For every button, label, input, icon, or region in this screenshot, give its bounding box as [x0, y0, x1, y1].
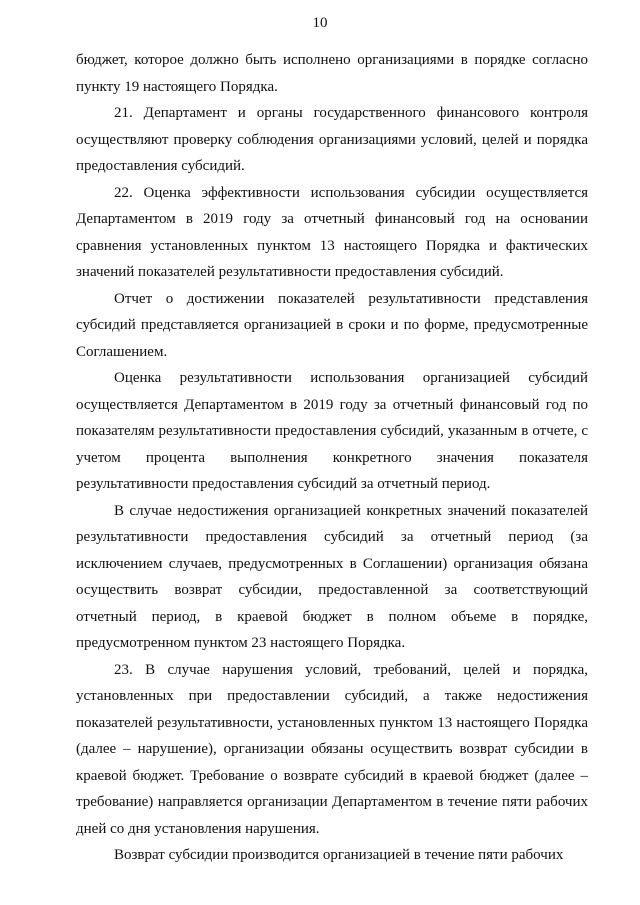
paragraph-clause-23: 23. В случае нарушения условий, требований, целей и порядка, установленных при предоставлении субсидий, а также недостижения показателей результативности, установленных пунктом 13 настоящего Порядка (далее – нарушение), организации обязаны осуществить возврат субсидии в краевой бюджет. Требование о возврате субсидий в краевой бюджет (далее – требование) направляется организации Департаментом в течение пяти рабочих дней со дня установления нарушения.: [76, 661, 588, 837]
paragraph-continuation: бюджет, которое должно быть исполнено организациями в порядке согласно пункту 19 настоящего Порядка.: [76, 52, 588, 95]
page-number: 10: [312, 15, 328, 31]
paragraph-refund: Возврат субсидии производится организацией в течение пяти рабочих: [114, 847, 564, 863]
paragraph-report: Отчет о достижении показателей результативности представления субсидий представляется организацией в сроки и по форме, предусмотренные Соглашением.: [76, 290, 588, 360]
paragraph-clause-22: 22. Оценка эффективности использования субсидии осуществляется Департаментом в 2019 году за отчетный финансовый год на основании сравнения установленных пунктом 13 настоящего Порядка и фактических значений показателей результативности предоставления субсидий.: [76, 184, 588, 280]
paragraph-evaluation: Оценка результативности использования организацией субсидий осуществляется Департаментом в 2019 году за отчетный финансовый год по показателям результативности предоставления субсидий, указанным в отчете, с учетом процента выполнения конкретного значения показателя результативности предоставления субсидий за отчетный период.: [76, 370, 588, 492]
paragraph-clause-21: 21. Департамент и органы государственного финансового контроля осуществляют проверку соблюдения организациями условий, целей и порядка предоставления субсидий.: [76, 105, 588, 174]
document-body: [76, 47, 588, 869]
paragraph-non-achievement: В случае недостижения организацией конкретных значений показателей результативности предоставления субсидий за отчетный период (за исключением случаев, предусмотренных в Соглашении) организация обязана осуществить возврат субсидии, предоставленной за соответствующий отчетный период, в краевой бюджет в полном объеме в порядке, предусмотренном пунктом 23 настоящего Порядка.: [76, 502, 588, 651]
